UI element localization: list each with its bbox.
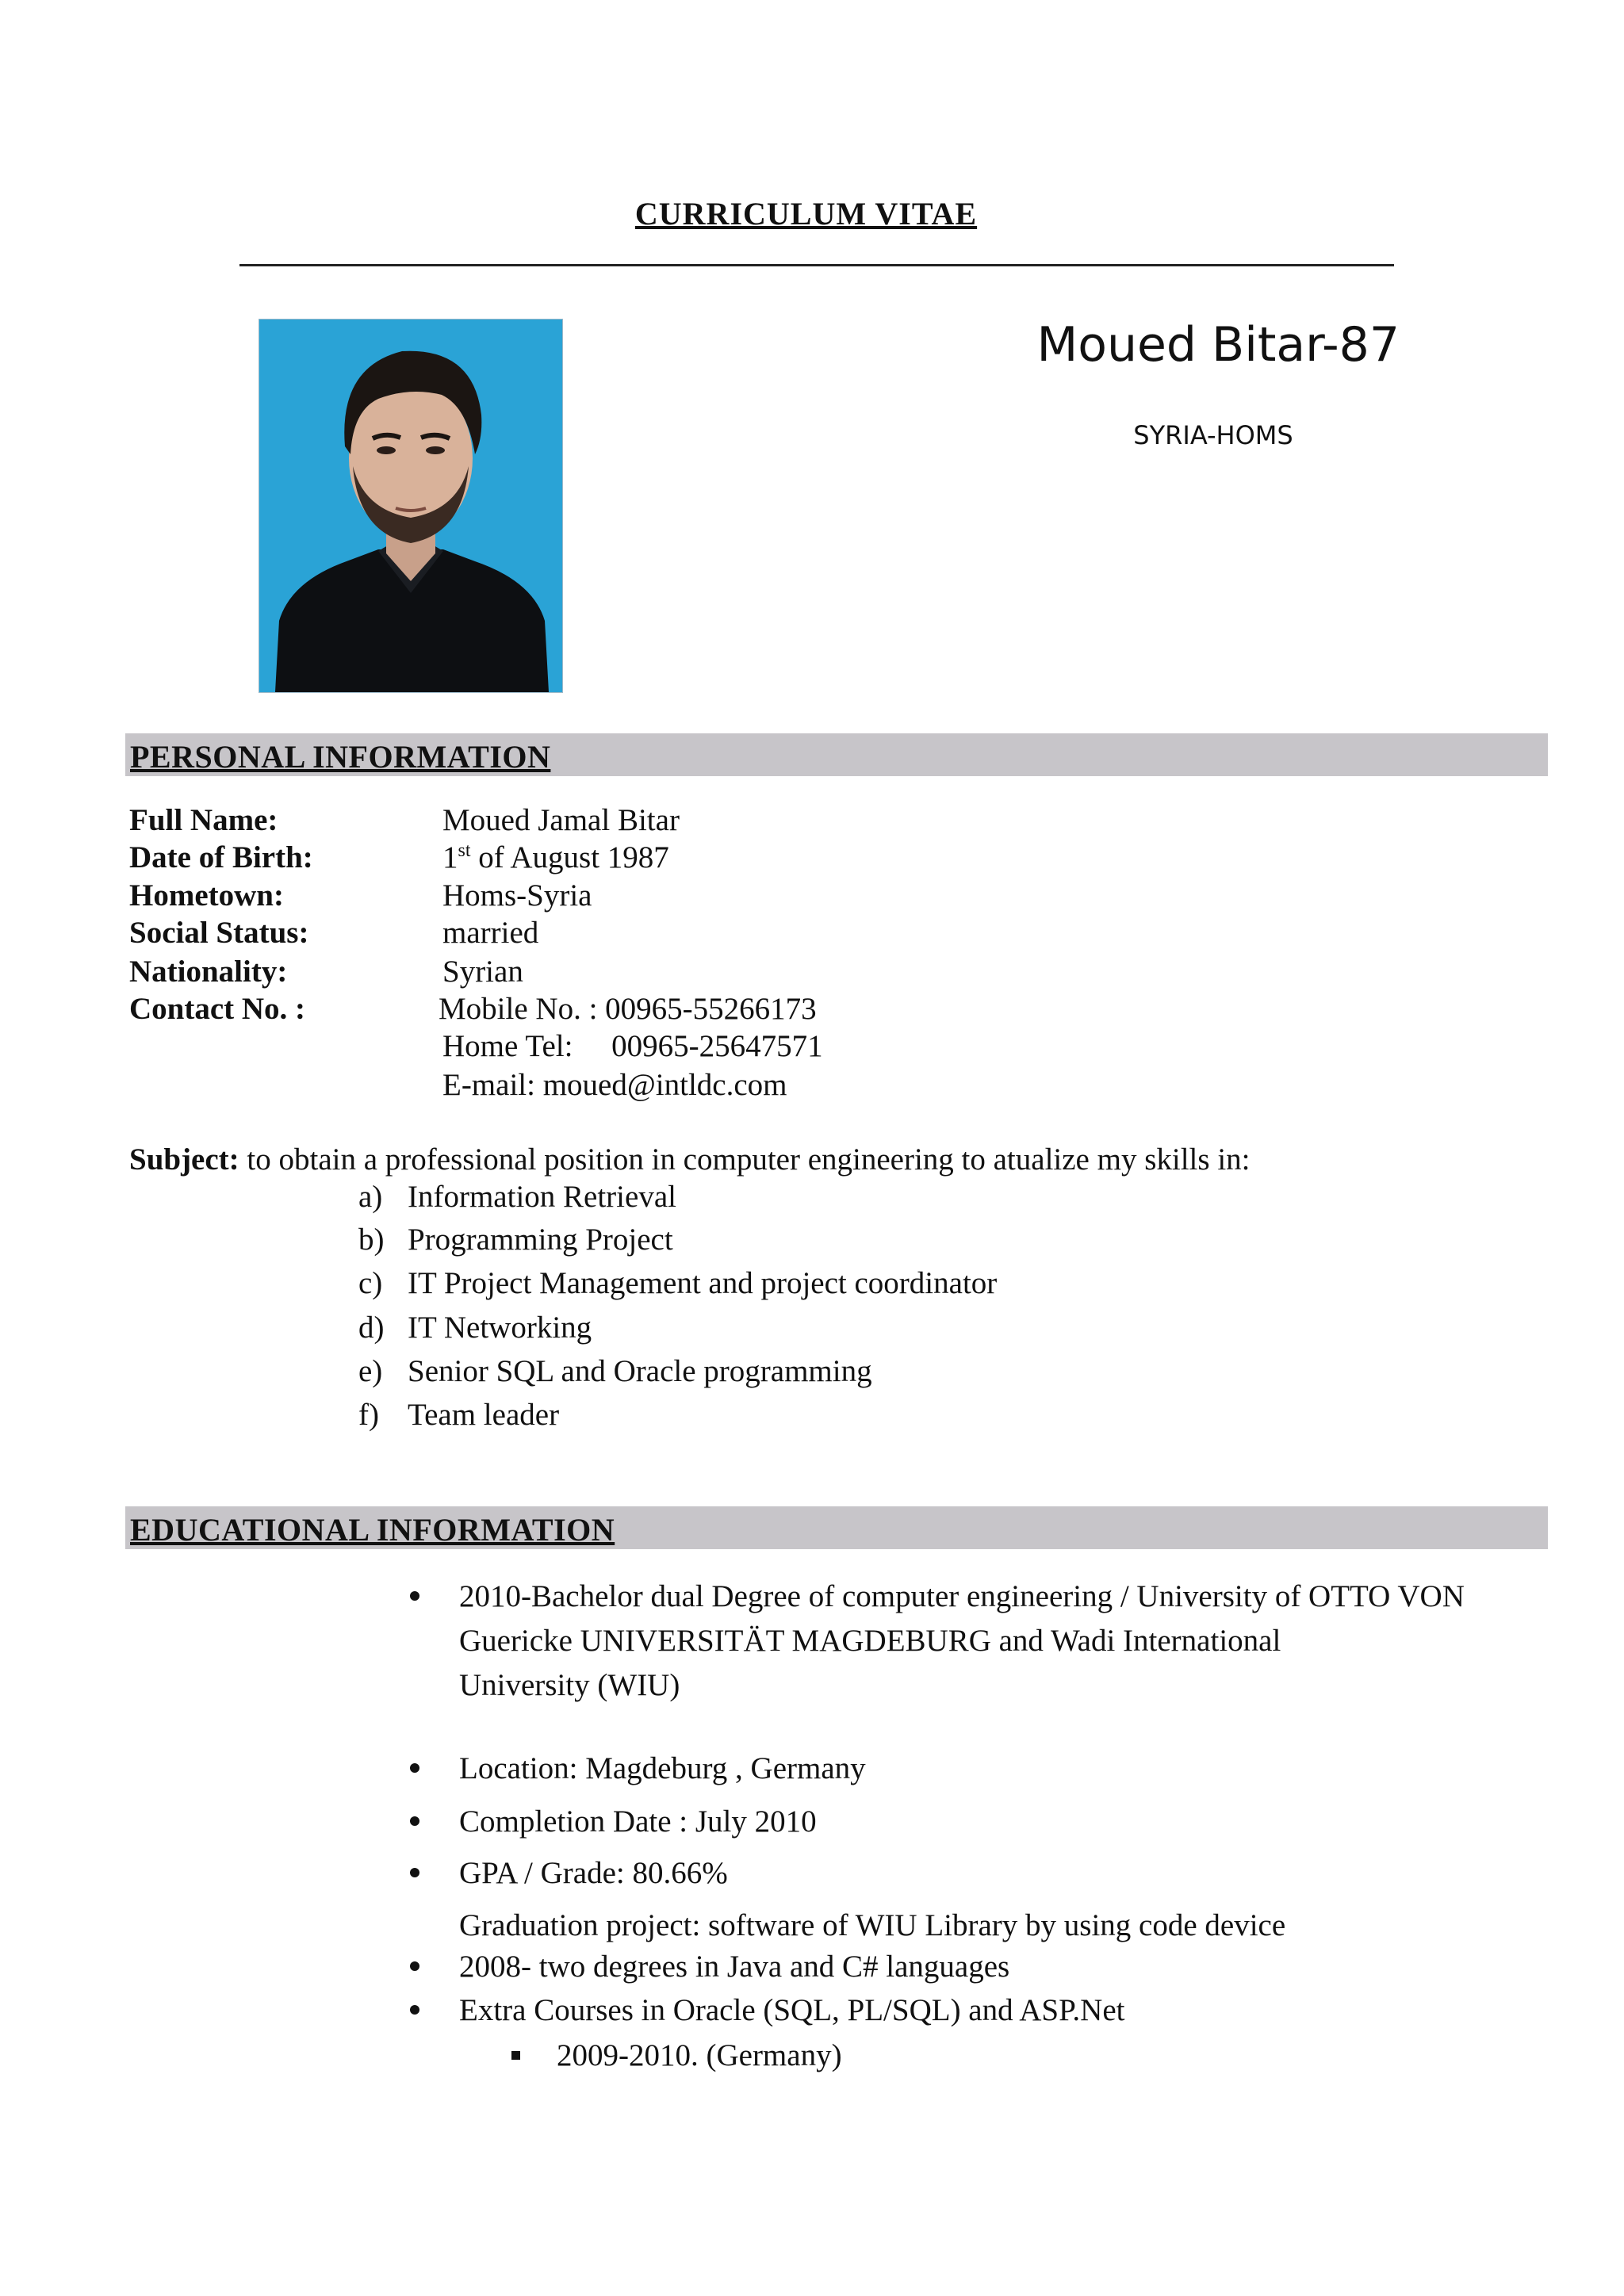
skill-marker: c): [358, 1266, 383, 1300]
degree-line: Guericke UNIVERSITÄT MAGDEBURG and Wadi International: [459, 1624, 1281, 1658]
bullet-icon: [410, 1961, 419, 1971]
square-bullet-icon: [511, 2051, 520, 2060]
skill-marker: e): [358, 1354, 383, 1388]
skill-text: Team leader: [408, 1398, 560, 1432]
subject-line: [129, 1142, 1251, 1177]
portrait-icon: [259, 320, 562, 692]
info-label: Hometown:: [129, 878, 284, 913]
portrait-photo: [259, 320, 562, 692]
skill-text: IT Networking: [408, 1311, 592, 1345]
info-value: Home Tel: 00965-25647571: [442, 1029, 823, 1063]
info-value: married: [442, 916, 539, 950]
skill-text: IT Project Management and project coordinator: [408, 1266, 998, 1300]
edu-item-degree: [410, 1575, 1560, 1709]
bullet-icon: [410, 1816, 419, 1826]
bullet-icon: [410, 2005, 419, 2015]
degree-line: 2010-Bachelor dual Degree of computer engineering / University of OTTO VON: [459, 1579, 1465, 1613]
info-label: Social Status:: [129, 916, 309, 950]
subject-text: to obtain a professional position in computer engineering to atualize my skills in:: [239, 1142, 1251, 1177]
candidate-location: SYRIA-HOMS: [1133, 420, 1293, 450]
skill-marker: a): [358, 1180, 383, 1214]
info-value: Syrian: [442, 955, 523, 989]
degree-line: University (WIU): [459, 1668, 680, 1702]
info-label: Full Name:: [129, 803, 278, 837]
skill-marker: f): [358, 1398, 379, 1432]
bullet-icon: [410, 1591, 419, 1601]
skill-marker: d): [358, 1311, 385, 1345]
edu-gpa: GPA / Grade: 80.66%: [459, 1856, 728, 1890]
bullet-icon: [410, 1763, 419, 1773]
email-value: E-mail: moued@intldc.com: [442, 1068, 787, 1102]
edu-java: 2008- two degrees in Java and C# languages: [459, 1950, 1010, 1984]
info-value: Moued Jamal Bitar: [442, 803, 680, 837]
personal-info-header: [125, 733, 1548, 776]
edu-graduation-project: Graduation project: software of WIU Library by using code device: [459, 1908, 1286, 1942]
skill-item: [358, 1222, 673, 1257]
cv-title: CURRICULUM VITAE: [634, 196, 978, 232]
skill-text: Programming Project: [408, 1223, 673, 1257]
skill-item: [358, 1353, 872, 1389]
skill-item: [358, 1265, 997, 1301]
skill-text: Senior SQL and Oracle programming: [408, 1354, 872, 1388]
info-label: Contact No. :: [129, 992, 306, 1026]
education-info-header: [125, 1506, 1548, 1549]
dob-rest: of August 1987: [470, 840, 669, 874]
info-value: Homs-Syria: [442, 878, 592, 913]
section-title: PERSONAL INFORMATION: [130, 739, 551, 775]
edu-location: Location: Magdeburg , Germany: [459, 1751, 866, 1785]
dob-ordinal: st: [458, 840, 471, 861]
skill-item: [358, 1179, 676, 1215]
skill-marker: b): [358, 1223, 385, 1257]
skill-item: [358, 1397, 559, 1433]
dob-day: 1: [442, 840, 458, 874]
bullet-icon: [410, 1868, 419, 1877]
info-value: Mobile No. : 00965-55266173: [439, 992, 817, 1026]
candidate-name: Moued Bitar-87: [1036, 317, 1400, 373]
skill-text: Information Retrieval: [408, 1180, 676, 1214]
edu-completion: Completion Date : July 2010: [459, 1804, 817, 1839]
title-divider: [239, 264, 1394, 266]
degree-text: [459, 1575, 1465, 1708]
info-label: Nationality:: [129, 955, 288, 989]
info-value: [442, 840, 669, 875]
section-title: EDUCATIONAL INFORMATION: [130, 1512, 615, 1548]
skill-item: [358, 1310, 592, 1345]
edu-extra-courses-sub: 2009-2010. (Germany): [557, 2038, 842, 2072]
edu-extra-courses: Extra Courses in Oracle (SQL, PL/SQL) and ASP.Net: [459, 1993, 1125, 2027]
info-label: Date of Birth:: [129, 840, 313, 874]
subject-label: Subject:: [129, 1142, 239, 1177]
